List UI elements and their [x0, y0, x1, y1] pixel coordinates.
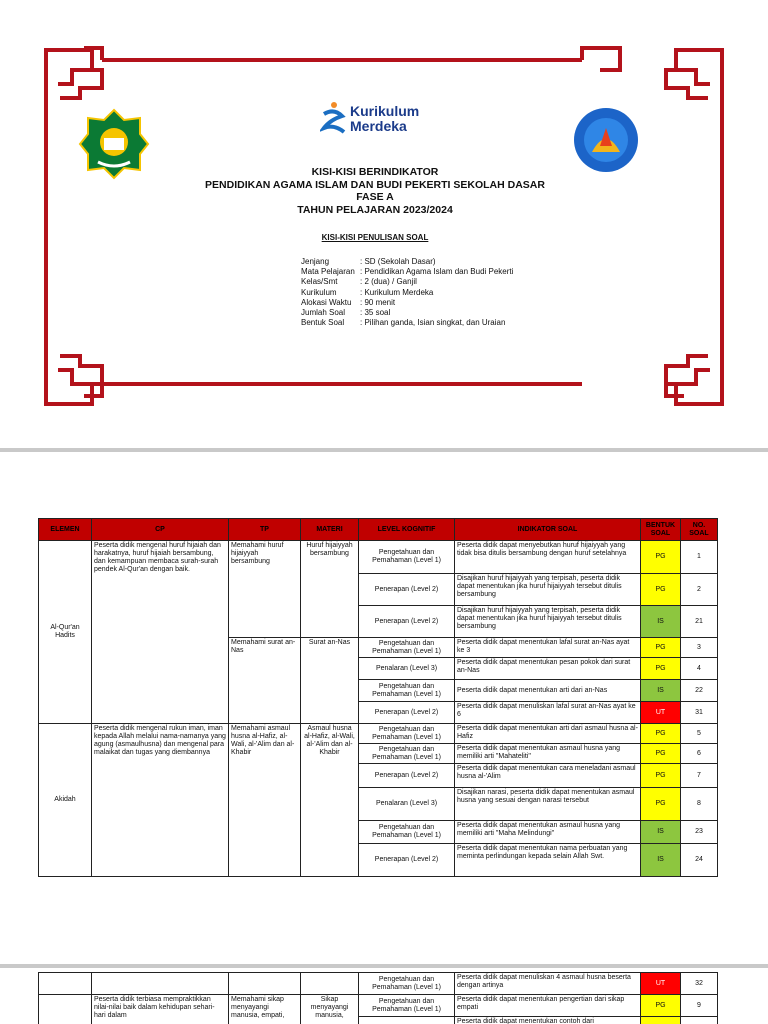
brand-line1: Kurikulum [350, 103, 420, 119]
cp-cell: Peserta didik mengenal rukun iman, iman kepada Allah melalui nama-namanya yang agung (asmaulhusna) dan mengenal para malaikat dan tugas yang diembannya [92, 724, 229, 877]
cover-page [0, 0, 768, 448]
tut-wuri-handayani-logo-icon [572, 106, 640, 174]
info-row [301, 277, 513, 287]
table-header-row [39, 519, 718, 541]
kurikulum-merdeka-brand [350, 104, 419, 134]
cp-cell [92, 973, 229, 995]
info-key: Kurikulum [301, 287, 337, 297]
info-block [301, 257, 513, 328]
level-cell: Pengetahuan dan Pemahaman (Level 1) [359, 744, 455, 764]
table-row [39, 724, 718, 744]
materi-cell: Surat an-Nas [301, 638, 359, 724]
level-cell: Penalaran (Level 3) [359, 788, 455, 821]
info-key: Alokasi Waktu [301, 297, 352, 307]
info-row [301, 257, 513, 267]
elemen-cell [39, 995, 92, 1024]
indikator-cell: Peserta didik dapat menentukan lafal surat an-Nas ayat ke 3 [455, 638, 641, 658]
indikator-cell: Peserta didik dapat menentukan asmaul husna yang memiliki arti "Maha Melindungi" [455, 821, 641, 844]
elemen-cell [39, 973, 92, 995]
info-value: : Kurikulum Merdeka [360, 287, 434, 297]
level-cell: Penerapan (Level 2) [359, 844, 455, 877]
indikator-cell: Disajikan narasi, peserta didik dapat menentukan asmaul husna yang sesuai dengan narasi tersebut [455, 788, 641, 821]
materi-cell [301, 973, 359, 995]
indikator-cell: Peserta didik dapat menentukan pesan pokok dari surat an-Nas [455, 658, 641, 680]
info-key: Kelas/Smt [301, 277, 338, 287]
indikator-cell: Peserta didik dapat menuliskan lafal surat an-Nas ayat ke 6 [455, 702, 641, 724]
document-title [180, 166, 570, 216]
level-cell: Pengetahuan dan Pemahaman (Level 1) [359, 638, 455, 658]
level-cell: Penerapan (Level 2) [359, 764, 455, 788]
col-indikator: INDIKATOR SOAL [455, 519, 641, 541]
title-line-4: TAHUN PELAJARAN 2023/2024 [297, 203, 453, 216]
col-bentuk: BENTUK SOAL [641, 519, 681, 541]
level-cell: Pengetahuan dan Pemahaman (Level 1) [359, 724, 455, 744]
level-cell: Pengetahuan dan Pemahaman (Level 1) [359, 973, 455, 995]
tp-cell [229, 973, 301, 995]
title-line-2: PENDIDIKAN AGAMA ISLAM DAN BUDI PEKERTI SEKOLAH DASAR [205, 178, 545, 191]
bentuk-cell: IS [641, 821, 681, 844]
bentuk-cell: PG [641, 788, 681, 821]
info-key: Mata Pelajaran [301, 267, 355, 277]
no-cell: 32 [681, 973, 718, 995]
indikator-cell: Peserta didik dapat menentukan pengertian dari sikap empati [455, 995, 641, 1017]
no-cell [681, 1017, 718, 1024]
bentuk-cell: IS [641, 680, 681, 702]
indikator-cell: Peserta didik dapat menentukan contoh dari [455, 1017, 641, 1024]
indikator-cell: Peserta didik dapat menentukan cara meneladani asmaul husna al-'Alim [455, 764, 641, 788]
level-cell: Penerapan (Level 2) [359, 606, 455, 638]
elemen-cell: Akidah [39, 724, 92, 877]
info-row [301, 288, 513, 298]
table-row [39, 995, 718, 1017]
kisi-kisi-table-continued [38, 972, 718, 1024]
bentuk-cell: PG [641, 574, 681, 606]
info-row [301, 298, 513, 308]
no-cell: 8 [681, 788, 718, 821]
info-row [301, 318, 513, 328]
document-subtitle: KISI-KISI PENULISAN SOAL [321, 233, 429, 242]
info-key: Jumlah Soal [301, 308, 346, 318]
no-cell: 2 [681, 574, 718, 606]
bentuk-cell [641, 1017, 681, 1024]
level-cell: Penerapan (Level 2) [359, 702, 455, 724]
bentuk-cell: PG [641, 764, 681, 788]
col-elemen: ELEMEN [39, 519, 92, 541]
table-page-continued [0, 968, 768, 1024]
indikator-cell: Peserta didik dapat menuliskan 4 asmaul husna beserta dengan artinya [455, 973, 641, 995]
info-key: Bentuk Soal [301, 318, 345, 328]
no-cell: 9 [681, 995, 718, 1017]
info-row [301, 308, 513, 318]
indikator-cell: Peserta didik dapat menyebutkan huruf hijaiyyah yang tidak bisa ditulis bersambung dengan huruf setelahnya [455, 541, 641, 574]
tp-cell: Memahami huruf hijaiyyah bersambung [229, 541, 301, 638]
bentuk-cell: PG [641, 995, 681, 1017]
kemenag-logo-icon [78, 108, 150, 180]
title-line-3: FASE A [356, 191, 394, 203]
info-key: Jenjang [301, 257, 330, 266]
col-level: LEVEL KOGNITIF [359, 519, 455, 541]
brand-line2: Merdeka [350, 118, 407, 134]
bentuk-cell: PG [641, 541, 681, 574]
bentuk-cell: PG [641, 638, 681, 658]
no-cell: 3 [681, 638, 718, 658]
table-row [39, 541, 718, 574]
table-page [0, 452, 768, 964]
col-tp: TP [229, 519, 301, 541]
no-cell: 7 [681, 764, 718, 788]
materi-cell: Asmaul husna al-Hafiz, al-Wali, al-'Alim dan al-Khabir [301, 724, 359, 877]
tp-cell: Memahami surat an-Nas [229, 638, 301, 724]
no-cell: 31 [681, 702, 718, 724]
kisi-kisi-table [38, 518, 718, 877]
no-cell: 6 [681, 744, 718, 764]
info-row [301, 267, 513, 277]
level-cell: Penalaran (Level 3) [359, 658, 455, 680]
no-cell: 24 [681, 844, 718, 877]
indikator-cell: Peserta didik dapat menentukan arti dari an-Nas [455, 680, 641, 702]
elemen-cell: Al-Qur'an Hadits [39, 541, 92, 724]
info-value: : 2 (dua) / Ganjil [360, 277, 417, 287]
no-cell: 23 [681, 821, 718, 844]
no-cell: 5 [681, 724, 718, 744]
level-cell [359, 1017, 455, 1024]
info-value: : Pilihan ganda, Isian singkat, dan Uraian [360, 318, 506, 328]
info-value: : Pendidikan Agama Islam dan Budi Pekerti [360, 267, 514, 277]
bentuk-cell: UT [641, 702, 681, 724]
level-cell: Pengetahuan dan Pemahaman (Level 1) [359, 680, 455, 702]
cp-cell: Peserta didik terbiasa mempraktikkan nilai-nilai baik dalam kehidupan sehari-hari dalam [92, 995, 229, 1024]
level-cell: Pengetahuan dan Pemahaman (Level 1) [359, 995, 455, 1017]
level-cell: Penerapan (Level 2) [359, 574, 455, 606]
col-cp: CP [92, 519, 229, 541]
bentuk-cell: PG [641, 658, 681, 680]
no-cell: 22 [681, 680, 718, 702]
indikator-cell: Peserta didik dapat menentukan arti dari asmaul husna al-Hafiz [455, 724, 641, 744]
bentuk-cell: PG [641, 724, 681, 744]
no-cell: 1 [681, 541, 718, 574]
info-value: : 35 soal [360, 308, 391, 318]
title-line-1: KISI-KISI BERINDIKATOR [311, 166, 439, 178]
cp-cell: Peserta didik mengenal huruf hijaiah dan harakatnya, huruf hijaiah bersambung, dan kemampuan membaca surah-surah pendek Al-Qur'an dengan baik. [92, 541, 229, 724]
info-value: : 90 menit [360, 297, 396, 307]
materi-cell: Sikap menyayangi manusia, [301, 995, 359, 1024]
bentuk-cell: IS [641, 844, 681, 877]
tp-cell: Memahami asmaul husna al-Hafiz, al-Wali, al-'Alim dan al-Khabir [229, 724, 301, 877]
ornamental-frame [0, 0, 768, 448]
col-no: NO. SOAL [681, 519, 718, 541]
no-cell: 4 [681, 658, 718, 680]
bentuk-cell: PG [641, 744, 681, 764]
level-cell: Pengetahuan dan Pemahaman (Level 1) [359, 821, 455, 844]
tp-cell: Memahami sikap menyayangi manusia, empati, [229, 995, 301, 1024]
no-cell: 21 [681, 606, 718, 638]
indikator-cell: Disajikan huruf hijaiyyah yang terpisah, peserta didik dapat menentukan jika huruf hijaiyyah tersebut ditulis bersambung [455, 606, 641, 638]
indikator-cell: Peserta didik dapat menentukan nama perbuatan yang meminta perlindungan kepada selain Allah Swt. [455, 844, 641, 877]
level-cell: Pengetahuan dan Pemahaman (Level 1) [359, 541, 455, 574]
col-materi: MATERI [301, 519, 359, 541]
indikator-cell: Peserta didik dapat menentukan asmaul husna yang memiliki arti "Mahateliti" [455, 744, 641, 764]
bentuk-cell: UT [641, 973, 681, 995]
table-row [39, 973, 718, 995]
indikator-cell: Disajikan huruf hijaiyyah yang terpisah, peserta didik dapat menentukan jika huruf hijaiyyah tersebut ditulis bersambung [455, 574, 641, 606]
info-value: : SD (Sekolah Dasar) [360, 257, 436, 266]
bentuk-cell: IS [641, 606, 681, 638]
materi-cell: Huruf hijaiyyah bersambung [301, 541, 359, 638]
